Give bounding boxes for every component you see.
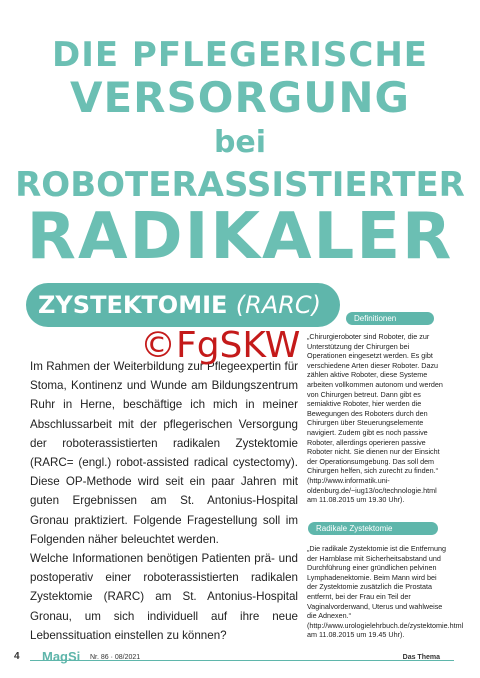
definitions-text bbox=[307, 332, 447, 505]
headline-line-1: DIE PFLEGERISCHE bbox=[51, 35, 429, 75]
headline-line-4: ROBOTERASSISTIERTER bbox=[15, 165, 465, 205]
radikale-zystektomie-paragraph: „Die radikale Zystektomie ist die Entfernung der Harnblase mit Sicherheitsabstand und Durchführung einer gründlichen pelvinen Lymphadenektomie. Beim Mann wird bei der Zystektomie zusätzlich die Prostata entfernt, bei der Frau ein Teil der Vaginalvorderwand, Uterus und wahlweise die Adnexen.“ (http://www.urologielehrbuch.de/zystektomie.html am 11.08.2015 um 19.45 Uhr). bbox=[307, 544, 464, 640]
issue-info: Nr. 86 · 08/2021 bbox=[90, 654, 141, 661]
section-name: Das Thema bbox=[402, 654, 440, 661]
ribbon-main-text: ZYSTEKTOMIE bbox=[38, 291, 228, 319]
definitions-paragraph: „Chirurgieroboter sind Roboter, die zur Unterstützung der Chirurgen bei Operationen eingesetzt werden. Es gibt verschiedene Arten dieser Roboter. Dazu zählen aktive Roboter, diese Systeme arbeiten vollkommen autonom und werden von Chirurgen betreut. Dann gibt es semiaktive Roboter, hier werden die Bewegungen des Roboters durch den Chirurgen über Steuerungselemente navigiert. Zudem gibt es noch passive Roboter, allerdings operieren passive Roboter nicht. Sie dienen nur der Einsicht der Operationsumgebung. Das soll dem Chirurgen helfen, sich zurecht zu finden.“ (http://www.informatik.uni-oldenburg.de/~iug13/oc/technologie.html am 11.08.2015 um 19.30 Uhr). bbox=[307, 332, 443, 505]
title-ribbon bbox=[26, 283, 340, 327]
radikale-zystektomie-label: Radikale Zystektomie bbox=[308, 522, 438, 535]
ribbon-sub-text: (RARC) bbox=[235, 291, 322, 319]
page-number: 4 bbox=[14, 651, 20, 662]
headline-line-5: RADIKALER bbox=[26, 200, 454, 274]
copyright-watermark: ©FgSKW bbox=[140, 325, 301, 366]
body-paragraph-2: Welche Informationen benötigen Patienten prä- und postoperativ einer roboterassistierten radikalen Zystektomie (RARC) am St. Antonius-Hospital Gronau, um sich individuell auf ihre neue Lebenssituation einstellen zu können? bbox=[30, 552, 298, 642]
magazine-name: MagSi bbox=[42, 649, 81, 664]
headline-line-3: bei bbox=[213, 125, 267, 160]
headline-line-2: VERSORGUNG bbox=[69, 73, 411, 122]
radikale-zystektomie-text bbox=[307, 544, 464, 640]
article-body bbox=[30, 357, 298, 645]
body-paragraph-1: Im Rahmen der Weiterbildung zur Pflegeexpertin für Stoma, Kontinenz und Wunde am Bildungszentrum Ruhr in Herne, beschäftige ich mich in meiner Abschlussarbeit mit der pflegerischen Versorgung der roboterassistierten radikalen Zystektomie (RARC= (engl.) robot-assisted radical cystectomy). Diese OP-Methode wird seit ein paar Jahren mit guten Ergebnissen am St. Antonius-Hospital Gronau praktiziert. Folgende Fragestellung soll im Folgenden näher beleuchtet werden. bbox=[30, 360, 298, 546]
definitions-label: Definitionen bbox=[346, 312, 434, 325]
